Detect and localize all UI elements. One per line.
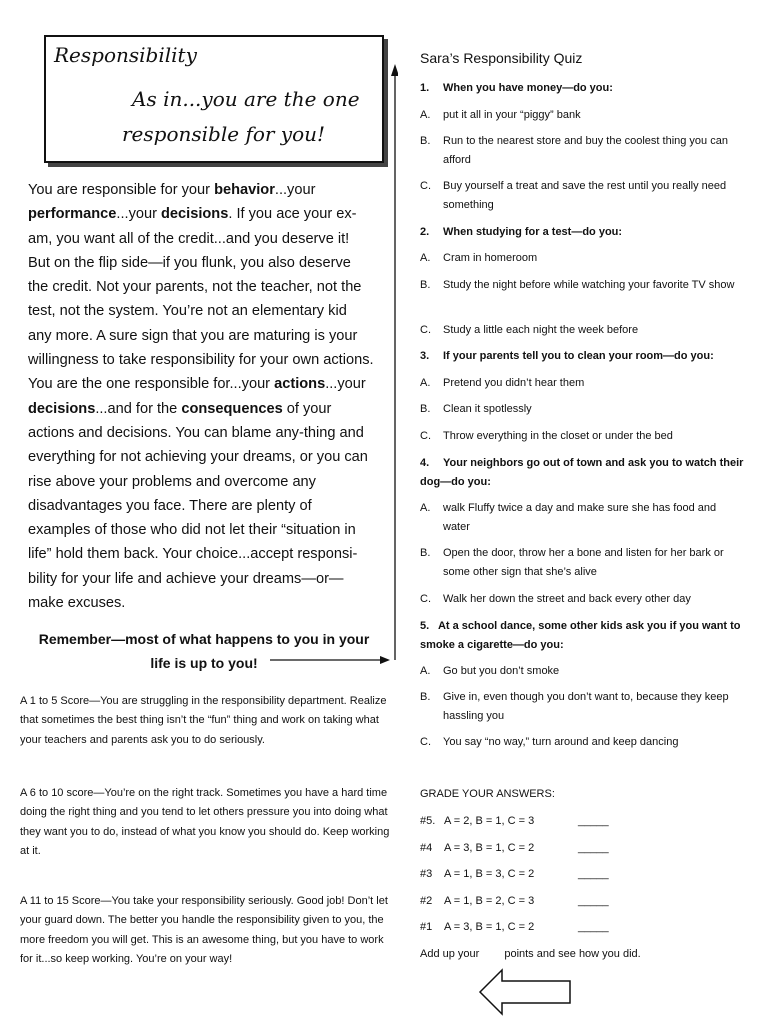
option-text: Study the night before while watching your favorite TV show	[443, 279, 735, 291]
grade-question-number: #2	[420, 895, 433, 907]
question-number: 5.	[420, 620, 430, 632]
grade-scores: A = 3, B = 1, C = 2	[444, 842, 535, 854]
question-number: 2.	[420, 226, 430, 238]
option-text: Open the door, throw her a bone and listen for her bark or some other sign that she’s alive	[443, 547, 724, 578]
score-band-low: A 1 to 5 Score—You are struggling in the responsibility department. Realize that sometimes the best thing isn’t the “fun” thing and work on taking what your teachers and parents ask you to do seriously.	[20, 695, 387, 746]
score-band-high: A 11 to 15 Score—You take your responsibility seriously. Good job! Don’t let your guard down. The better you handle the responsibility given to you, the more freedom you will get. This is an awesome thing, but you have to work for it...so keep working. You’re on your way!	[20, 895, 388, 965]
grade-row	[420, 895, 609, 907]
option-text: Walk her down the street and back every other day	[443, 593, 691, 605]
option-text: Run to the nearest store and buy the coolest thing you can afford	[443, 135, 728, 166]
question-text: When studying for a test—do you:	[443, 226, 623, 238]
body-text: You are responsible for your	[28, 182, 215, 198]
question	[420, 79, 746, 98]
body-emphasis: actions	[274, 376, 326, 393]
grade-blank: _____	[578, 895, 609, 907]
grade-scores: A = 1, B = 2, C = 3	[444, 895, 535, 907]
option-text: Give in, even though you don’t want to, because they keep hassling you	[443, 691, 729, 722]
option-letter: C.	[420, 736, 431, 748]
option-letter: A.	[420, 665, 431, 677]
option-letter: C.	[420, 180, 431, 192]
question-text: If your parents tell you to clean your room—do you:	[443, 350, 714, 362]
answer-option	[420, 400, 746, 419]
option-text: put it all in your “piggy” bank	[443, 109, 581, 121]
option-letter: B.	[420, 547, 431, 559]
question	[420, 347, 746, 366]
grade-scores: A = 2, B = 1, C = 3	[444, 815, 535, 827]
add-up-text: Add up your	[420, 948, 480, 960]
arrow-right-up-connector-icon	[268, 62, 398, 668]
grade-scores: A = 1, B = 3, C = 2	[444, 868, 535, 880]
option-text: walk Fluffy twice a day and make sure she has food and water	[443, 502, 717, 533]
grade-question-number: #1	[420, 921, 433, 933]
option-text: You say “no way,” turn around and keep dancing	[443, 736, 679, 748]
option-letter: A.	[420, 377, 431, 389]
grade-row	[420, 868, 609, 880]
question-text: At a school dance, some other kids ask you if you want to smoke a cigarette—do you:	[420, 620, 741, 651]
grade-row	[420, 815, 609, 827]
answer-option	[420, 590, 746, 609]
add-up-text: points and see how you did.	[504, 948, 641, 960]
grade-blank: _____	[578, 815, 609, 827]
grade-blank: _____	[578, 868, 609, 880]
option-text: Go but you don’t smoke	[443, 665, 560, 677]
question	[420, 617, 746, 655]
question-number: 4.	[420, 457, 430, 469]
answer-option	[420, 177, 746, 215]
grade-blank: _____	[578, 842, 609, 854]
question	[420, 454, 746, 492]
grade-question-number: #4	[420, 842, 433, 854]
body-text: ...your	[325, 376, 366, 393]
add-up-instruction	[420, 948, 641, 960]
grade-row	[420, 842, 609, 854]
body-text: ...your	[116, 206, 162, 223]
option-letter: C.	[420, 593, 431, 605]
body-emphasis: consequences	[181, 400, 283, 417]
grade-scores: A = 3, B = 1, C = 2	[444, 921, 535, 933]
score-band-mid: A 6 to 10 score—You’re on the right track. Sometimes you have a hard time doing the right thing and you tend to let others pressure you into doing what they want you to do, instead of what you know you should do. Keep working at it.	[20, 787, 390, 857]
option-letter: A.	[420, 252, 431, 264]
answer-option	[420, 733, 746, 752]
option-letter: B.	[420, 403, 431, 415]
body-text: ...your	[274, 182, 316, 198]
body-emphasis: decisions	[161, 206, 229, 223]
option-letter: C.	[420, 324, 431, 336]
answer-option	[420, 544, 746, 582]
quiz-title: Sara’s Responsibility Quiz	[420, 50, 583, 66]
body-emphasis: performance	[28, 206, 117, 223]
option-letter: B.	[420, 691, 431, 703]
body-text: . If you ace your ex-am, you want all of the credit...and you deserve it! But on the flip side—if you flunk, you also deserve the credit. Not your parents, not the teacher, not the test, not the system. You’re not an elementary kid any more. A sure sign that you are maturing is your willingness to take responsibility for your own actions. You are the one responsible for...your	[28, 206, 374, 393]
tagline-line-1: As in...you are the one	[132, 87, 360, 111]
option-letter: B.	[420, 135, 431, 147]
answer-option	[420, 249, 746, 268]
option-text: Clean it spotlessly	[443, 403, 532, 415]
option-letter: B.	[420, 279, 431, 291]
grading-title: GRADE YOUR ANSWERS:	[420, 788, 555, 800]
answer-option	[420, 321, 746, 340]
left-arrow-outline-icon	[478, 968, 574, 1016]
option-letter: A.	[420, 502, 431, 514]
body-text: of your actions and decisions. You can blame any-thing and everything for not achieving your dreams, or you can rise above your problems and overcome any disadvantages you face. There are plenty of examples of those who did not let their “situation in life” hold them back. Your choice...accept responsi-bility for your life and achieve your dreams—or—make excuses.	[28, 400, 368, 612]
option-letter: C.	[420, 430, 431, 442]
answer-option	[420, 662, 746, 681]
grade-blank: _____	[578, 921, 609, 933]
grade-question-number: #3	[420, 868, 433, 880]
grade-question-number: #5.	[420, 815, 436, 827]
answer-option	[420, 374, 746, 393]
option-text: Study a little each night the week before	[443, 324, 639, 336]
option-text: Buy yourself a treat and save the rest until you really need something	[443, 180, 727, 211]
answer-option	[420, 276, 746, 295]
question	[420, 223, 746, 242]
answer-option	[420, 499, 746, 537]
answer-option	[420, 106, 746, 125]
question-text: When you have money—do you:	[443, 82, 613, 94]
body-text: ...and for the	[95, 400, 182, 417]
answer-option	[420, 688, 746, 726]
question-number: 3.	[420, 350, 430, 362]
question-number: 1.	[420, 82, 430, 94]
page-title: Responsibility	[54, 43, 197, 67]
tagline-line-2: responsible for you!	[122, 122, 326, 146]
body-emphasis: behavior	[214, 182, 275, 198]
option-text: Throw everything in the closet or under the bed	[443, 430, 673, 442]
answer-option	[420, 427, 746, 446]
option-text: Pretend you didn’t hear them	[443, 377, 585, 389]
grade-row	[420, 921, 609, 933]
remember-callout: Remember—most of what happens to you in your life is up to you!	[38, 631, 370, 671]
question-text: Your neighbors go out of town and ask you to watch their dog—do you:	[420, 457, 744, 488]
option-text: Cram in homeroom	[443, 252, 538, 264]
option-letter: A.	[420, 109, 431, 121]
body-emphasis: decisions	[28, 400, 96, 417]
answer-option	[420, 132, 746, 170]
